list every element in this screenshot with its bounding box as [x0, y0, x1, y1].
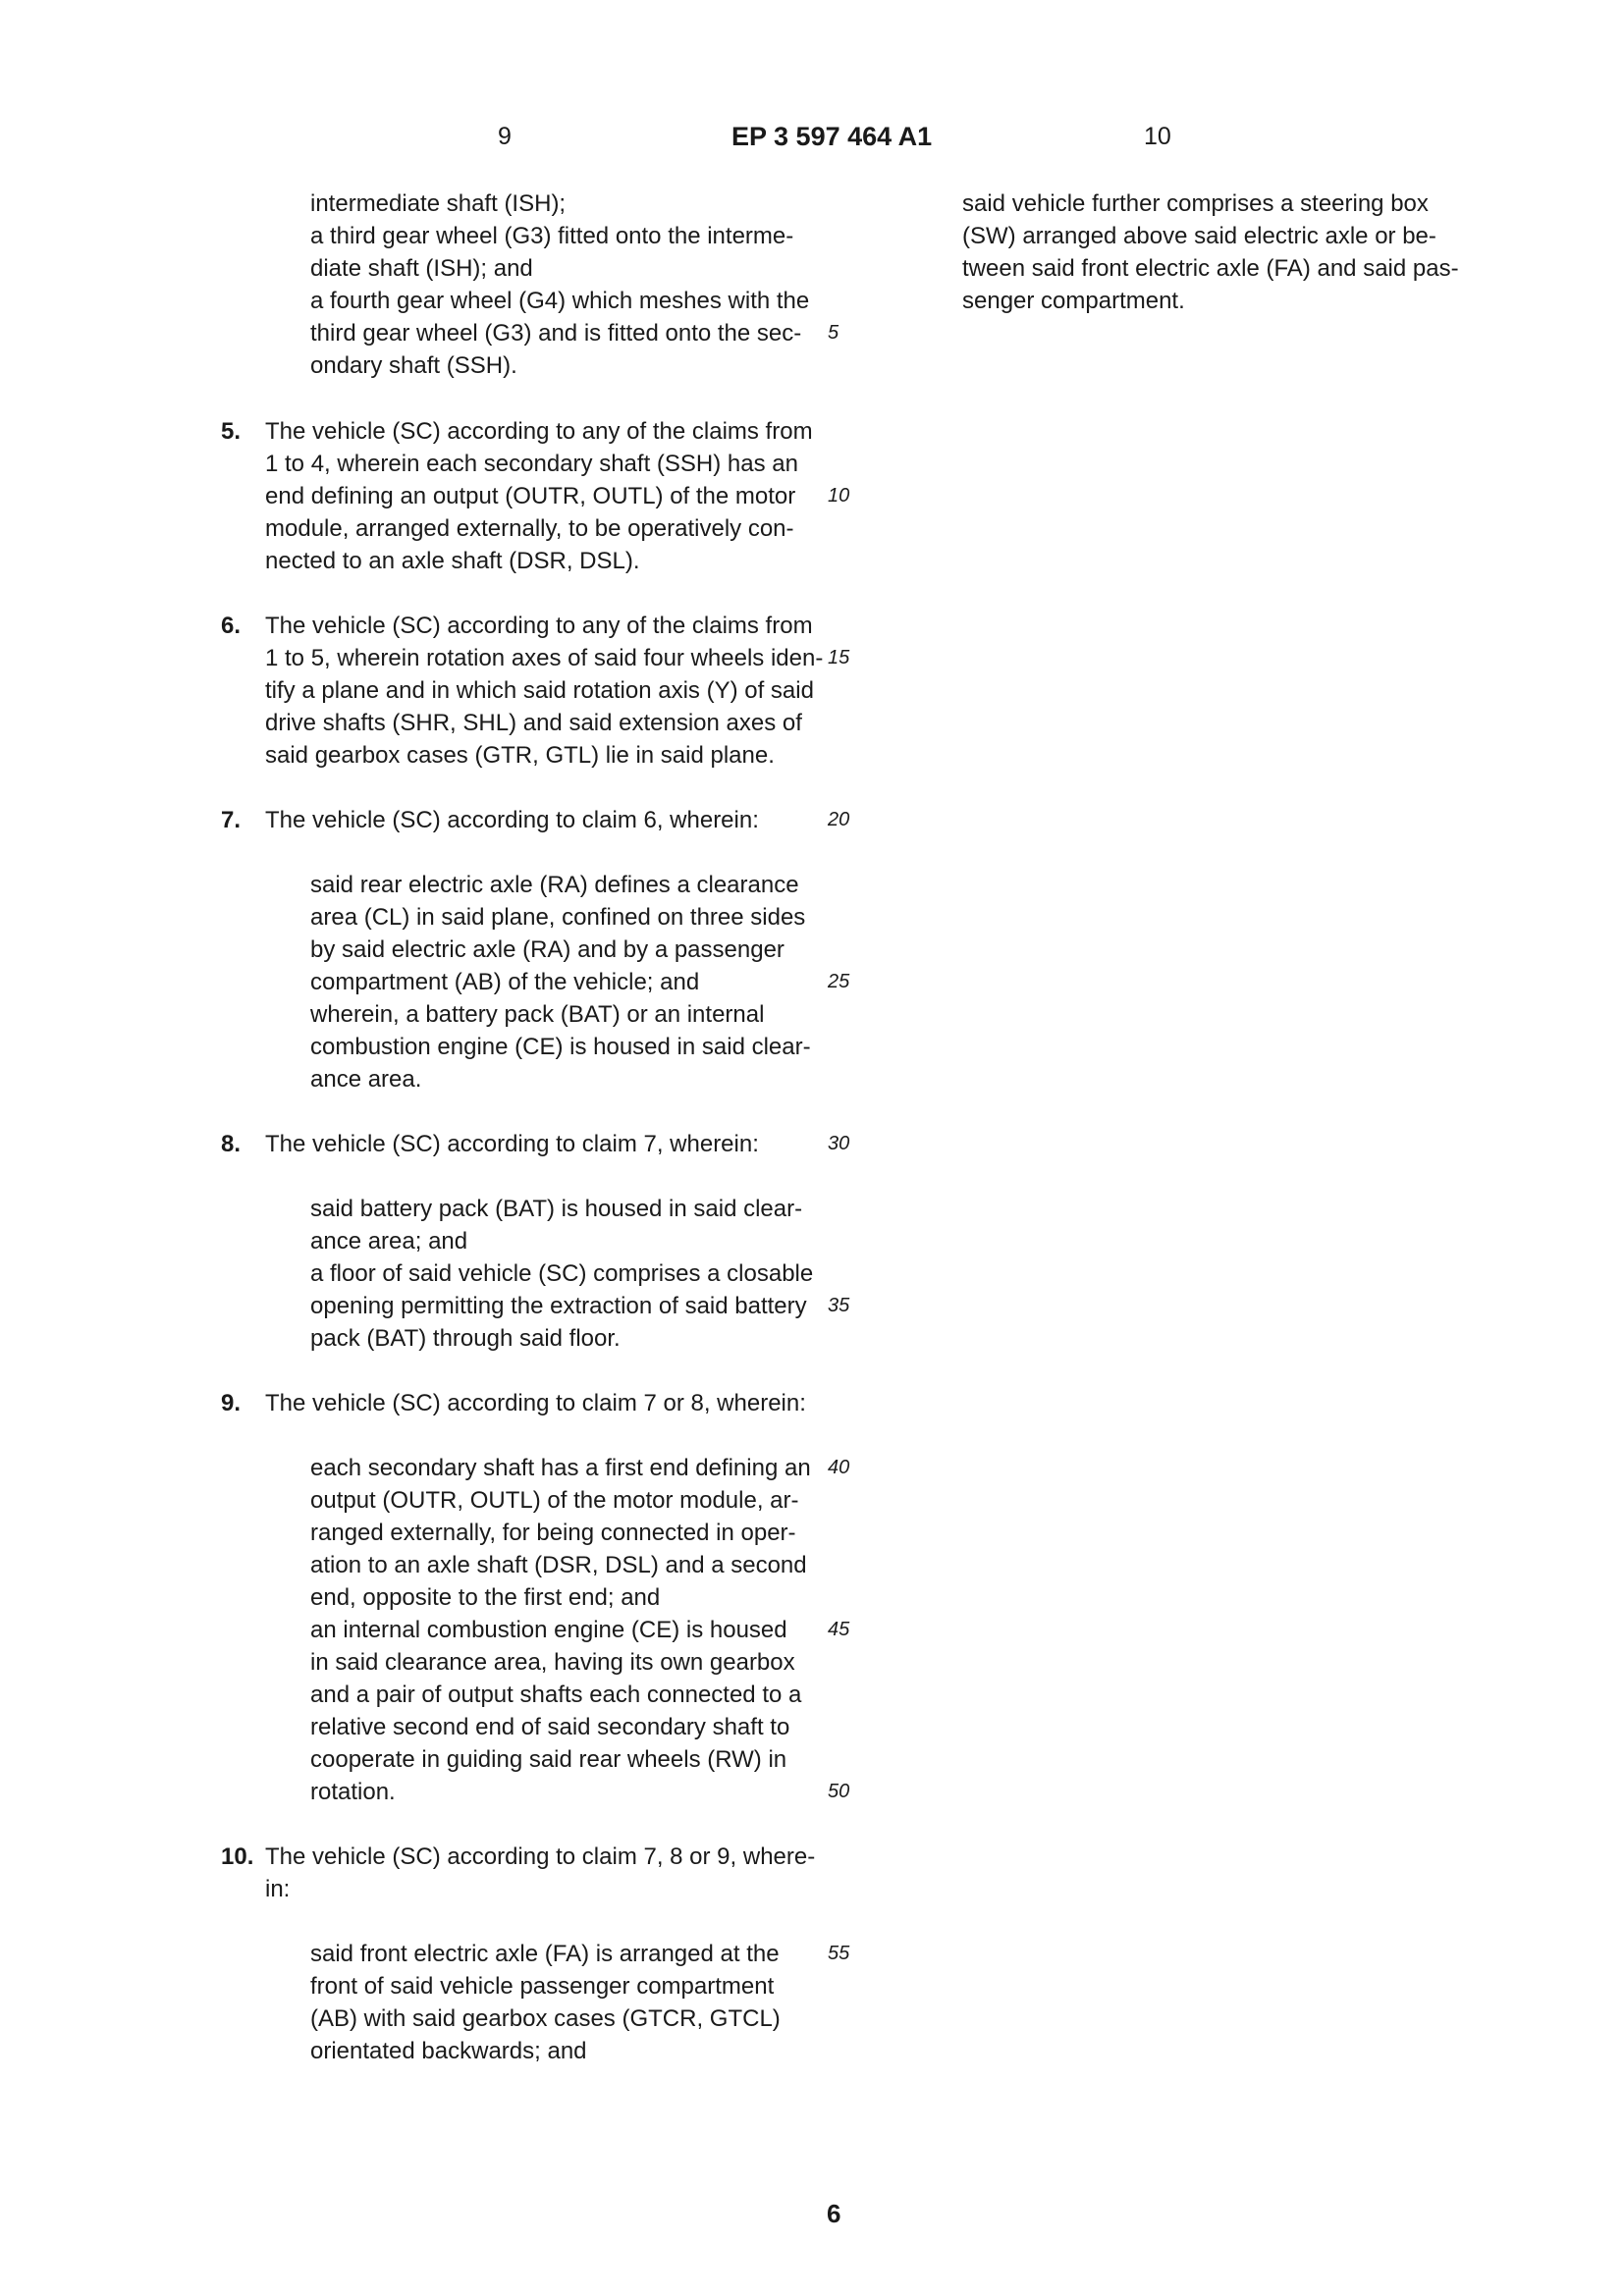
claim-5-text: The vehicle (SC) according to any of the claims from 1 to 4, wherein each secondary shaft (SSH) has an end defining an output (OUTR, OUTL) of the motor module, arranged externally, to be operatively con- nected to an axle shaft (DSR, DSL). — [265, 418, 813, 574]
claim-8-body: said battery pack (BAT) is housed in said clear- ance area; and a floor of said vehicle (SC) comprises a closable opening permitting the extraction of said battery pack (BAT) through said floor. — [310, 1196, 814, 1352]
claim-9-text: The vehicle (SC) according to claim 7 or 8, wherein: — [265, 1390, 806, 1416]
claim-7-number: 7. — [221, 807, 242, 833]
line-number-55: 55 — [828, 1943, 850, 1964]
line-number-45: 45 — [828, 1619, 850, 1640]
claim-7-text: The vehicle (SC) according to claim 6, wherein: — [265, 807, 759, 833]
line-number-20: 20 — [828, 809, 850, 830]
line-number-35: 35 — [828, 1295, 850, 1316]
line-number-30: 30 — [828, 1133, 850, 1154]
claim-5-number: 5. — [221, 418, 242, 445]
right-column-text: said vehicle further comprises a steering box (SW) arranged above said electric axle or be- tween said front electric axle (FA) and said pas- senger compartment. — [962, 190, 1459, 314]
page-number-left: 9 — [498, 123, 512, 150]
claim-9-body: each secondary shaft has a first end defining an output (OUTR, OUTL) of the motor module, ar- ranged externally, for being connected in oper- ation to an axle shaft (DSR, DSL) and a second end, opposite to the first end; and an internal combustion engine (CE) is housed in said clearance area, having its own gearbox and a pair of output shafts each connected to a relative second end of said secondary shaft to cooperate in guiding said rear wheels (RW) in rotation. — [310, 1455, 811, 1805]
claim-6-text: The vehicle (SC) according to any of the claims from 1 to 5, wherein rotation axes of said four wheels iden- tify a plane and in which said rotation axis (Y) of said drive shafts (SHR, SHL) and said extension axes of said gearbox cases (GTR, GTL) lie in said plane. — [265, 613, 824, 769]
line-number-25: 25 — [828, 971, 850, 992]
claim-4-continuation: intermediate shaft (ISH); a third gear wheel (G3) fitted onto the interme- diate shaft (ISH); and a fourth gear wheel (G4) which meshes with the third gear wheel (G3) and is fitted onto the sec- ondary shaft (SSH). — [310, 190, 810, 379]
line-number-10: 10 — [828, 485, 850, 507]
footer-page-number: 6 — [827, 2199, 841, 2228]
line-number-50: 50 — [828, 1781, 850, 1802]
document-number: EP 3 597 464 A1 — [731, 122, 933, 151]
claim-10-text: The vehicle (SC) according to claim 7, 8 or 9, where- in: — [265, 1843, 816, 1902]
line-number-5: 5 — [828, 322, 839, 344]
claim-10-number: 10. — [221, 1843, 254, 1870]
claim-6-number: 6. — [221, 613, 242, 639]
claim-8-text: The vehicle (SC) according to claim 7, wherein: — [265, 1131, 759, 1157]
claim-9-number: 9. — [221, 1390, 242, 1416]
page-number-right: 10 — [1144, 123, 1171, 150]
claim-7-body: said rear electric axle (RA) defines a clearance area (CL) in said plane, confined on three sides by said electric axle (RA) and by a passenger compartment (AB) of the vehicle; and wherein, a battery pack (BAT) or an internal combustion engine (CE) is housed in said clear- ance area. — [310, 872, 811, 1093]
claim-8-number: 8. — [221, 1131, 242, 1157]
claim-10-body: said front electric axle (FA) is arranged at the front of said vehicle passenger compartment (AB) with said gearbox cases (GTCR, GTCL) orientated backwards; and — [310, 1941, 781, 2064]
line-number-40: 40 — [828, 1457, 850, 1478]
line-number-15: 15 — [828, 647, 850, 668]
